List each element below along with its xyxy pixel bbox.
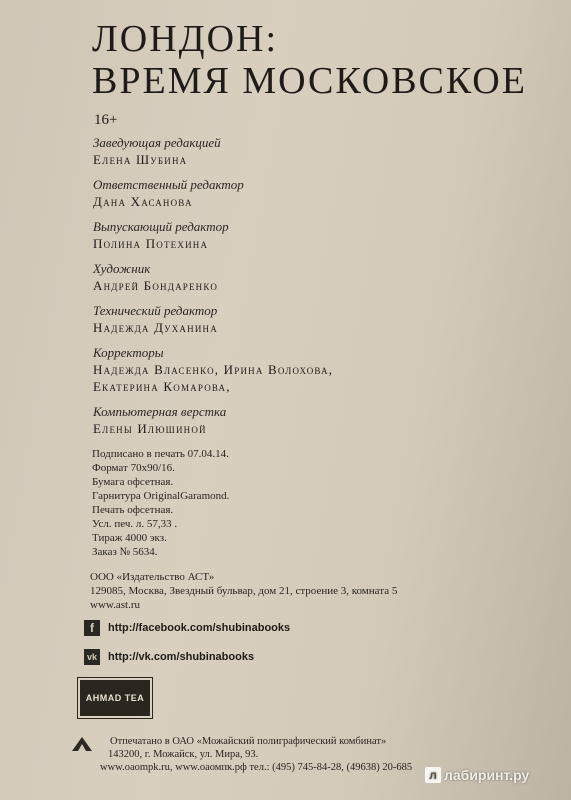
credit-name: Надежда Власенко, Ирина Волохова, [93,362,334,377]
credit-proofreaders [93,344,413,395]
labirint-watermark [425,767,529,783]
imprint-line: Формат 70x90/16. [92,462,175,474]
publisher-info [90,570,397,612]
credit-name: Надежда Духанина [93,320,218,335]
imprint-line: Заказ № 5634. [92,546,158,558]
facebook-link [84,617,290,639]
facebook-icon: f [84,620,100,636]
publisher-name: ООО «Издательство АСТ» [90,571,215,583]
imprint-line: Печать офсетная. [92,504,174,516]
credit-role: Выпускающий редактор [93,219,229,234]
credit-editor-in-chief [93,134,413,168]
labirint-logo-icon: л [425,767,441,783]
publisher-website: www.ast.ru [90,599,140,611]
credit-role: Заведующая редакцией [93,135,221,150]
imprint-line: Гарнитура OriginalGaramond. [92,490,230,502]
printer-line-1: Отпечатано в ОАО «Можайский полиграфический комбинат» [110,736,387,747]
printer-info [88,735,412,774]
imprint-line: Бумага офсетная. [92,476,174,488]
credit-name: Дана Хасанова [93,194,193,209]
imprint-line: Подписано в печать 07.04.14. [92,448,229,460]
credit-layout [93,403,413,437]
book-title [92,18,527,102]
title-line-1: ЛОНДОН: [92,18,279,60]
credit-name: Андрей Бондаренко [93,278,219,293]
credit-role: Художник [93,261,151,276]
credit-role: Технический редактор [93,303,218,318]
credit-role: Корректоры [93,345,164,360]
vk-url: http://vk.com/shubinabooks [108,651,255,663]
credit-managing-editor [93,218,413,252]
watermark-text: лабиринт.ру [444,767,530,783]
imprint-line: Усл. печ. л. 57,33 . [92,518,178,530]
imprint-details [92,447,229,559]
age-rating: 16+ [94,112,118,128]
facebook-url: http://facebook.com/shubinabooks [108,622,291,634]
credit-name: Полина Потехина [93,236,209,251]
credit-artist [93,260,413,294]
credit-name: Елены Илюшиной [93,421,207,436]
credits-list [93,134,413,445]
credit-responsible-editor [93,176,413,210]
vk-link [84,646,254,668]
printer-line-2: 143200, г. Можайск, ул. Мира, 93. [108,749,259,760]
publisher-address: 129085, Москва, Звездный бульвар, дом 21, строение 3, комната 5 [90,585,398,597]
title-line-2: ВРЕМЯ МОСКОВСКОЕ [92,60,527,102]
credit-name-continued: Екатерина Комарова, [93,379,231,394]
credit-technical-editor [93,302,413,336]
imprint-line: Тираж 4000 экз. [92,532,167,544]
logo-text: AHMAD TEA [85,693,145,703]
ahmad-tea-logo [78,678,152,718]
vk-icon: vk [84,649,100,665]
credit-role: Ответственный редактор [93,177,244,192]
credit-role: Компьютерная верстка [93,404,227,419]
printer-line-3: www.oaompk.ru, www.оаомпк.рф тел.: (495) 745-84-28, (49638) 20-685 [100,762,413,773]
credit-name: Елена Шубина [93,152,188,167]
